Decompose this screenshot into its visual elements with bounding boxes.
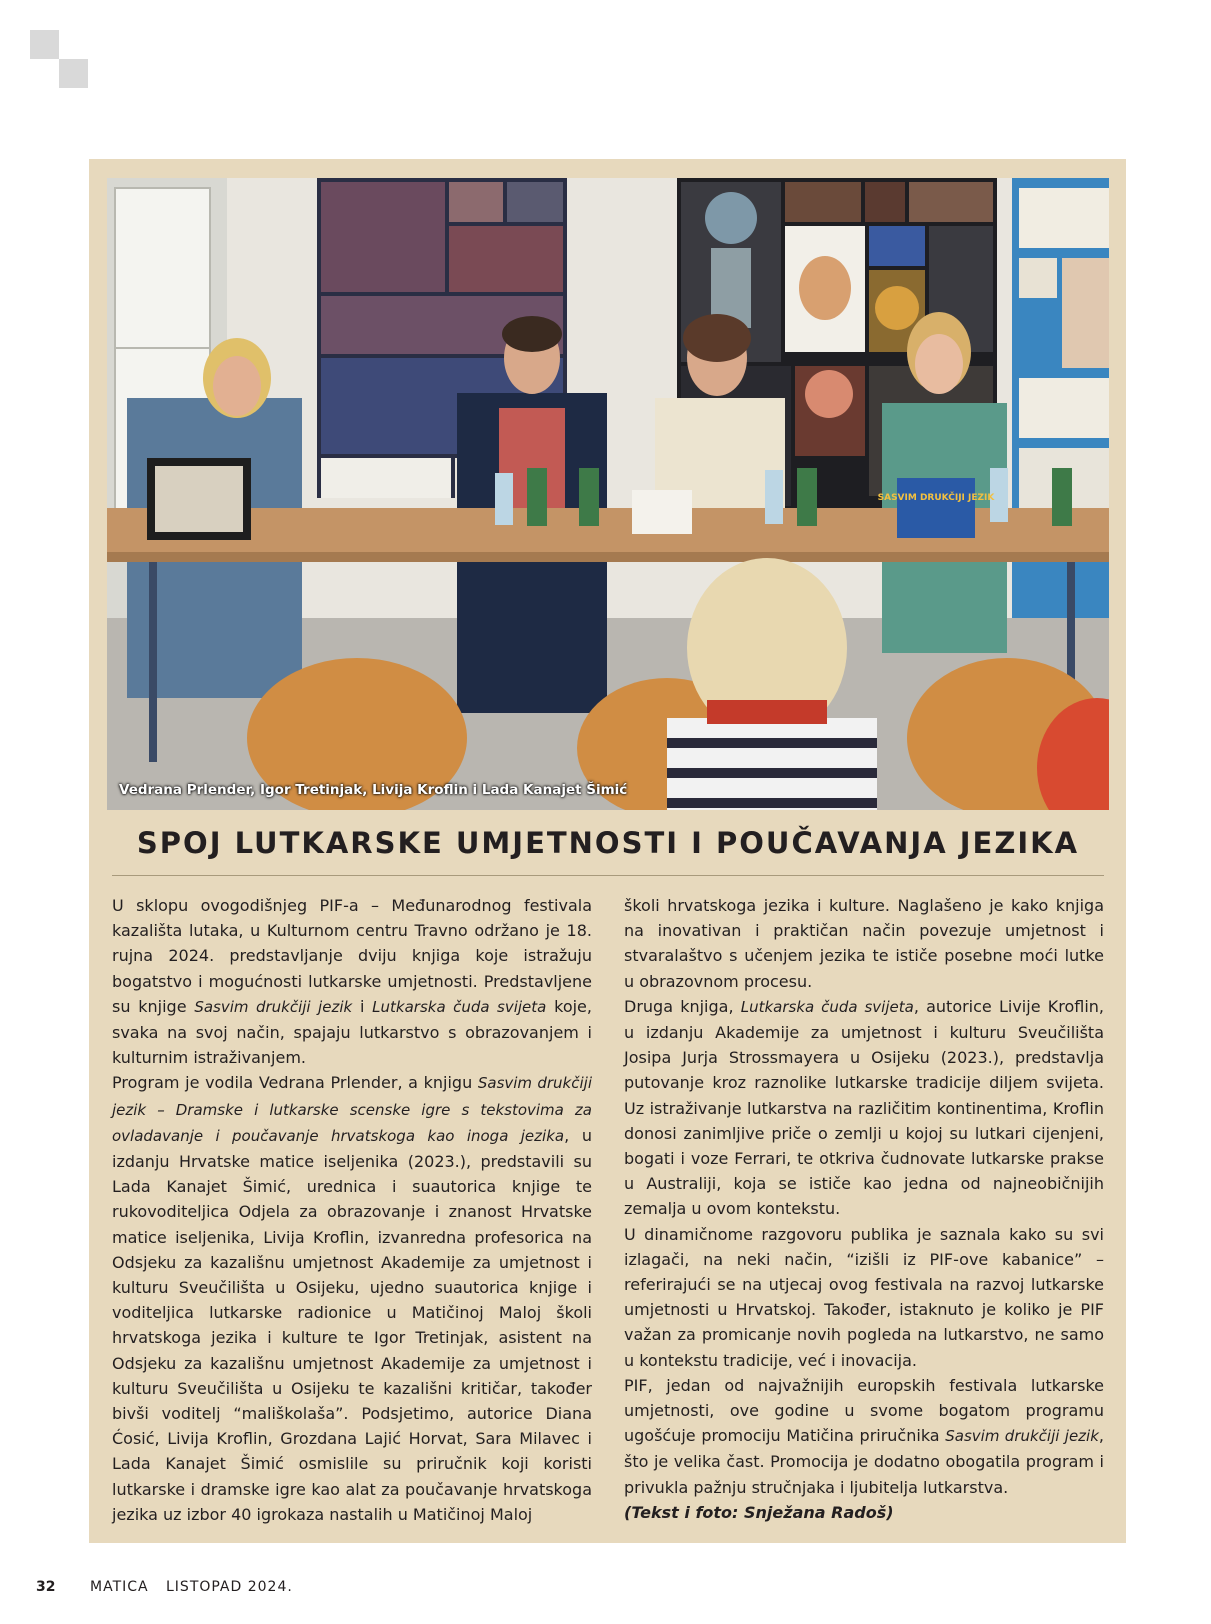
paragraph: Program je vodila Vedrana Prlender, a knjigu Sasvim drukčiji jezik – Dramske i lutkarske scenske igre s tekstovima za ovladavanje i poučavanje hrvatskoga kao inoga jezika, u izdanju Hrvatske matice iseljenika (2023.), predstavili su Lada Kanajet Šimić, urednica i suautorica knjige te rukovoditeljica Odjela za obrazovanje i znanost Hrvatske matice iseljenika, Livija Kroflin, izvanredna profesorica na Odsjeku za kazališnu umjetnost Akademije za umjetnost i kulturu Sveučilišta u Osijeku, ujedno suautorica knjige i voditeljica lutkarske radionice u Matičinoj Maloj školi hrvatskoga jezika i kulture te Igor Tretinjak, asistent na Odsjeku za kazališnu umjetnost Akademije za umjetnost i kulturu Sveučilišta u Osijeku te kazališni kritičar, također bivši voditelj “mališkolaša”. Podsjetimo, autorice Diana Ćosić, Livija Kroflin, Grozdana Lajić Horvat, Sara Milavec i Lada Kanajet Šimić osmislile su priručnik koji koristi lutkarske i dramske igre kao alat za poučavanje hrvatskoga jezika uz izbor 40 igrokaza nastalih u Matičinoj Maloj (112, 1073, 592, 1524)
decor-square-top (30, 30, 59, 59)
article-column-right (624, 893, 1104, 1525)
issue-date: LISTOPAD 2024. (166, 1579, 293, 1595)
article-photo (107, 178, 1109, 810)
paragraph: PIF, jedan od najvažnijih europskih festivala lutkarske umjetnosti, ove godine u svome bogatom programu ugošćuje promociju Matičina priručnika Sasvim drukčiji jezik, što je velika čast. Promocija je dodatno obogatila program i privukla pažnju stručnjaka i ljubitelja lutkarstva. (624, 1375, 1104, 1497)
page-number: 32 (36, 1579, 56, 1595)
photo-illustration (107, 178, 1109, 810)
photo-caption: Vedrana Prlender, Igor Tretinjak, Livija Kroflin i Lada Kanajet Šimić (119, 782, 628, 798)
magazine-name: MATICA (90, 1579, 149, 1595)
decor-square-bottom (59, 59, 88, 88)
paragraph: Druga knjiga, Lutkarska čuda svijeta, autorice Livije Kroflin, u izdanju Akademije za umjetnost i kulturu Sveučilišta Josipa Jurja Strossmayera u Osijeku (2023.), predstavlja putovanje kroz raznolike lutkarske tradicije diljem svijeta. Uz istraživanje lutkarstva na različitim kontinentima, Kroflin donosi zanimljive priče o zemlji u kojoj su lutkari cijenjeni, bogati i voze Ferrari, te otkriva čudnovate lutkarske prakse u Australiji, koja se ističe kao jedna od najneobičnijih zemalja u ovom kontekstu. (624, 996, 1104, 1219)
paragraph: U dinamičnome razgovoru publika je saznala kako su svi izlagači, na neki način, “izišli iz PIF-ove kabanice” – referirajući se na utjecaj ovog festivala na razvoj lutkarske umjetnosti u Hrvatskoj. Također, istaknuto je koliko je PIF važan za promicanje novih pogleda na lutkarstvo, ne samo u kontekstu tradicije, već i inovacija. (624, 1224, 1104, 1370)
book-cover-title: SASVIM DRUKČIJI JEZIK (877, 493, 995, 503)
article-column-left (112, 893, 592, 1527)
photo-credit: (Tekst i foto: Snježana Radoš) (624, 1502, 894, 1522)
article-headline: SPOJ LUTKARSKE UMJETNOSTI I POUČAVANJA JEZIKA (136, 826, 1080, 860)
paragraph: školi hrvatskoga jezika i kulture. Naglašeno je kako knjiga na inovativan i praktičan način povezuje umjetnost i stvaralaštvo s učenjem jezika te ističe posebne moći lutke u obrazovnom procesu. (624, 896, 1104, 991)
paragraph: U sklopu ovogodišnjeg PIF-a – Međunarodnog festivala kazališta lutaka, u Kulturnom centru Travno održano je 18. rujna 2024. predstavljanje dviju knjiga koje istražuju bogatstvo i mogućnosti lutkarske umjetnosti. Predstavljene su knjige Sasvim drukčiji jezik i Lutkarska čuda svijeta koje, svaka na svoj način, spajaju lutkarstvo s obrazovanjem i kulturnim istraživanjem. (112, 896, 592, 1068)
headline-divider (112, 875, 1104, 876)
